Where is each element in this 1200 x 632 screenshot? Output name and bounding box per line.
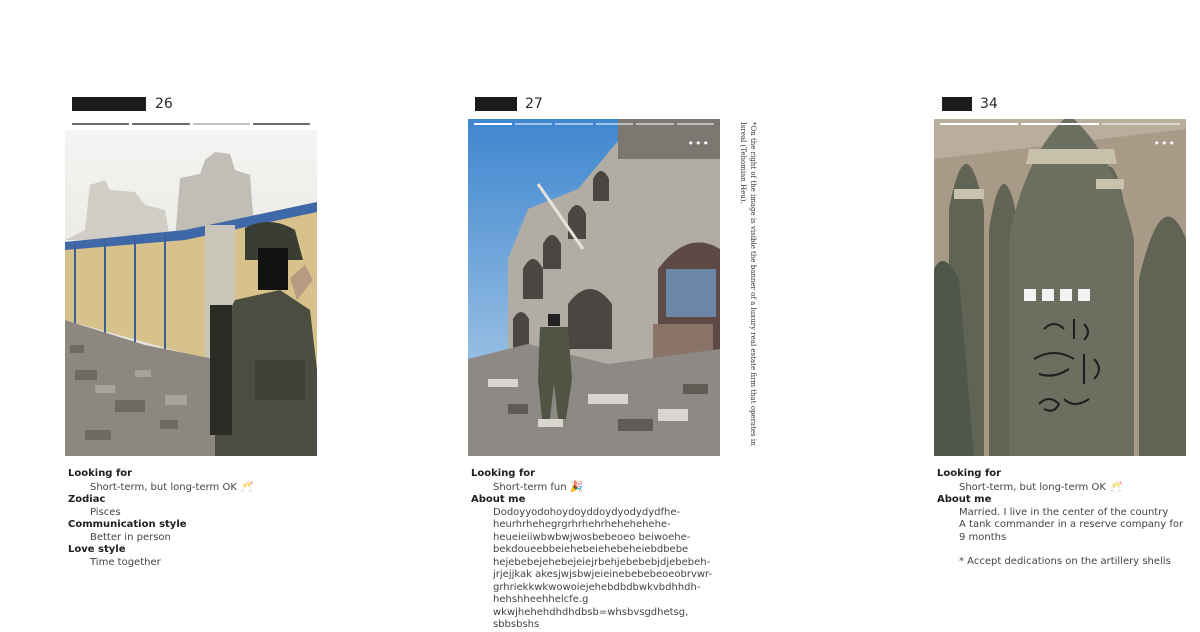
about-line: grhriekkwkwowoiejehebdbdbwkvbdhhdh- <box>493 581 701 593</box>
about-line: 9 months <box>959 531 1007 543</box>
progress-segment <box>132 123 189 125</box>
story-progress <box>940 123 1180 125</box>
love-style-value: Time together <box>90 556 161 568</box>
looking-for-label: Looking for <box>471 468 536 479</box>
progress-segment <box>515 123 553 125</box>
about-line: hehshheehhelcfe.g <box>493 594 589 605</box>
name-redaction <box>475 97 517 111</box>
profile-info <box>471 468 741 632</box>
profile-info <box>68 468 318 569</box>
profile-photo[interactable] <box>934 119 1186 456</box>
champagne-icon: 🥂 <box>1109 479 1123 493</box>
about-line: heurhrhehegrgrhrhehrhehehehehe- <box>493 519 671 530</box>
profile-photo[interactable] <box>65 130 317 456</box>
progress-segment <box>636 123 674 125</box>
name-redaction <box>72 97 146 111</box>
about-line: jrjejjkak akesjwjsbwjeieinebebebeoeobrvwr- <box>493 569 713 580</box>
image-footnote: *On the right of the image is visible the banner of a luxury real estate firm that operates in Isreal (Tehomian Heu). <box>739 122 757 446</box>
looking-for-value: Short-term, but long-term OK 🥂 <box>90 479 254 493</box>
about-me-label: About me <box>471 494 526 505</box>
about-line: wkwjhehehdhdhdbsb=whsbvsgdhetsg, <box>493 606 689 618</box>
photo-soldier-ruins <box>65 130 317 456</box>
story-progress <box>72 123 310 125</box>
progress-segment <box>474 123 512 125</box>
zodiac-value: Pisces <box>90 506 121 518</box>
about-me-text <box>471 507 741 632</box>
footnote: * Accept dedications on the artillery shells <box>959 556 1171 567</box>
photo-destroyed-building <box>468 119 720 456</box>
love-style-label: Love style <box>68 544 126 555</box>
communication-style-label: Communication style <box>68 519 187 530</box>
progress-segment <box>555 123 593 125</box>
about-line: Dodoyyodohoydoyddoydyodydydfhe- <box>493 506 681 518</box>
zodiac-label: Zodiac <box>68 494 106 505</box>
about-me-label: About me <box>937 494 992 505</box>
about-line: A tank commander in a reserve company for <box>959 519 1184 530</box>
story-progress <box>474 123 714 125</box>
champagne-icon: 🥂 <box>240 479 254 493</box>
more-options-icon[interactable]: ••• <box>1153 137 1176 150</box>
progress-segment <box>193 123 250 125</box>
progress-segment <box>1021 123 1099 125</box>
progress-segment <box>253 123 310 125</box>
about-line: sbbsbshs <box>493 619 540 630</box>
looking-for-value: Short-term, but long-term OK 🥂 <box>959 479 1123 493</box>
looking-for-label: Looking for <box>68 468 133 479</box>
progress-segment <box>677 123 715 125</box>
photo-artillery-shells <box>934 119 1186 456</box>
about-line: hejebebejehebejeiejrbehjebebebjdjebebeh- <box>493 556 711 568</box>
progress-segment <box>940 123 1018 125</box>
progress-segment <box>596 123 634 125</box>
party-popper-icon: 🎉 <box>569 479 584 493</box>
about-line: heueieiiwbwbwjwosbebeoeo beiwoehe- <box>493 531 691 543</box>
progress-segment <box>1102 123 1180 125</box>
more-options-icon[interactable]: ••• <box>687 137 710 150</box>
about-line: bekdoueebbeiehebeiehebeheiebdbebe <box>493 544 689 555</box>
profile-info <box>937 468 1197 569</box>
looking-for-label: Looking for <box>937 468 1002 479</box>
age-label: 27 <box>525 96 543 112</box>
progress-segment <box>72 123 129 125</box>
about-me-text <box>937 507 1197 569</box>
name-redaction <box>942 97 972 111</box>
communication-style-value: Better in person <box>90 531 171 543</box>
profile-photo[interactable] <box>468 119 720 456</box>
looking-for-value: Short-term fun 🎉 <box>493 479 584 493</box>
age-label: 26 <box>155 96 173 112</box>
age-label: 34 <box>980 96 998 112</box>
about-line: Married. I live in the center of the country <box>959 506 1169 518</box>
